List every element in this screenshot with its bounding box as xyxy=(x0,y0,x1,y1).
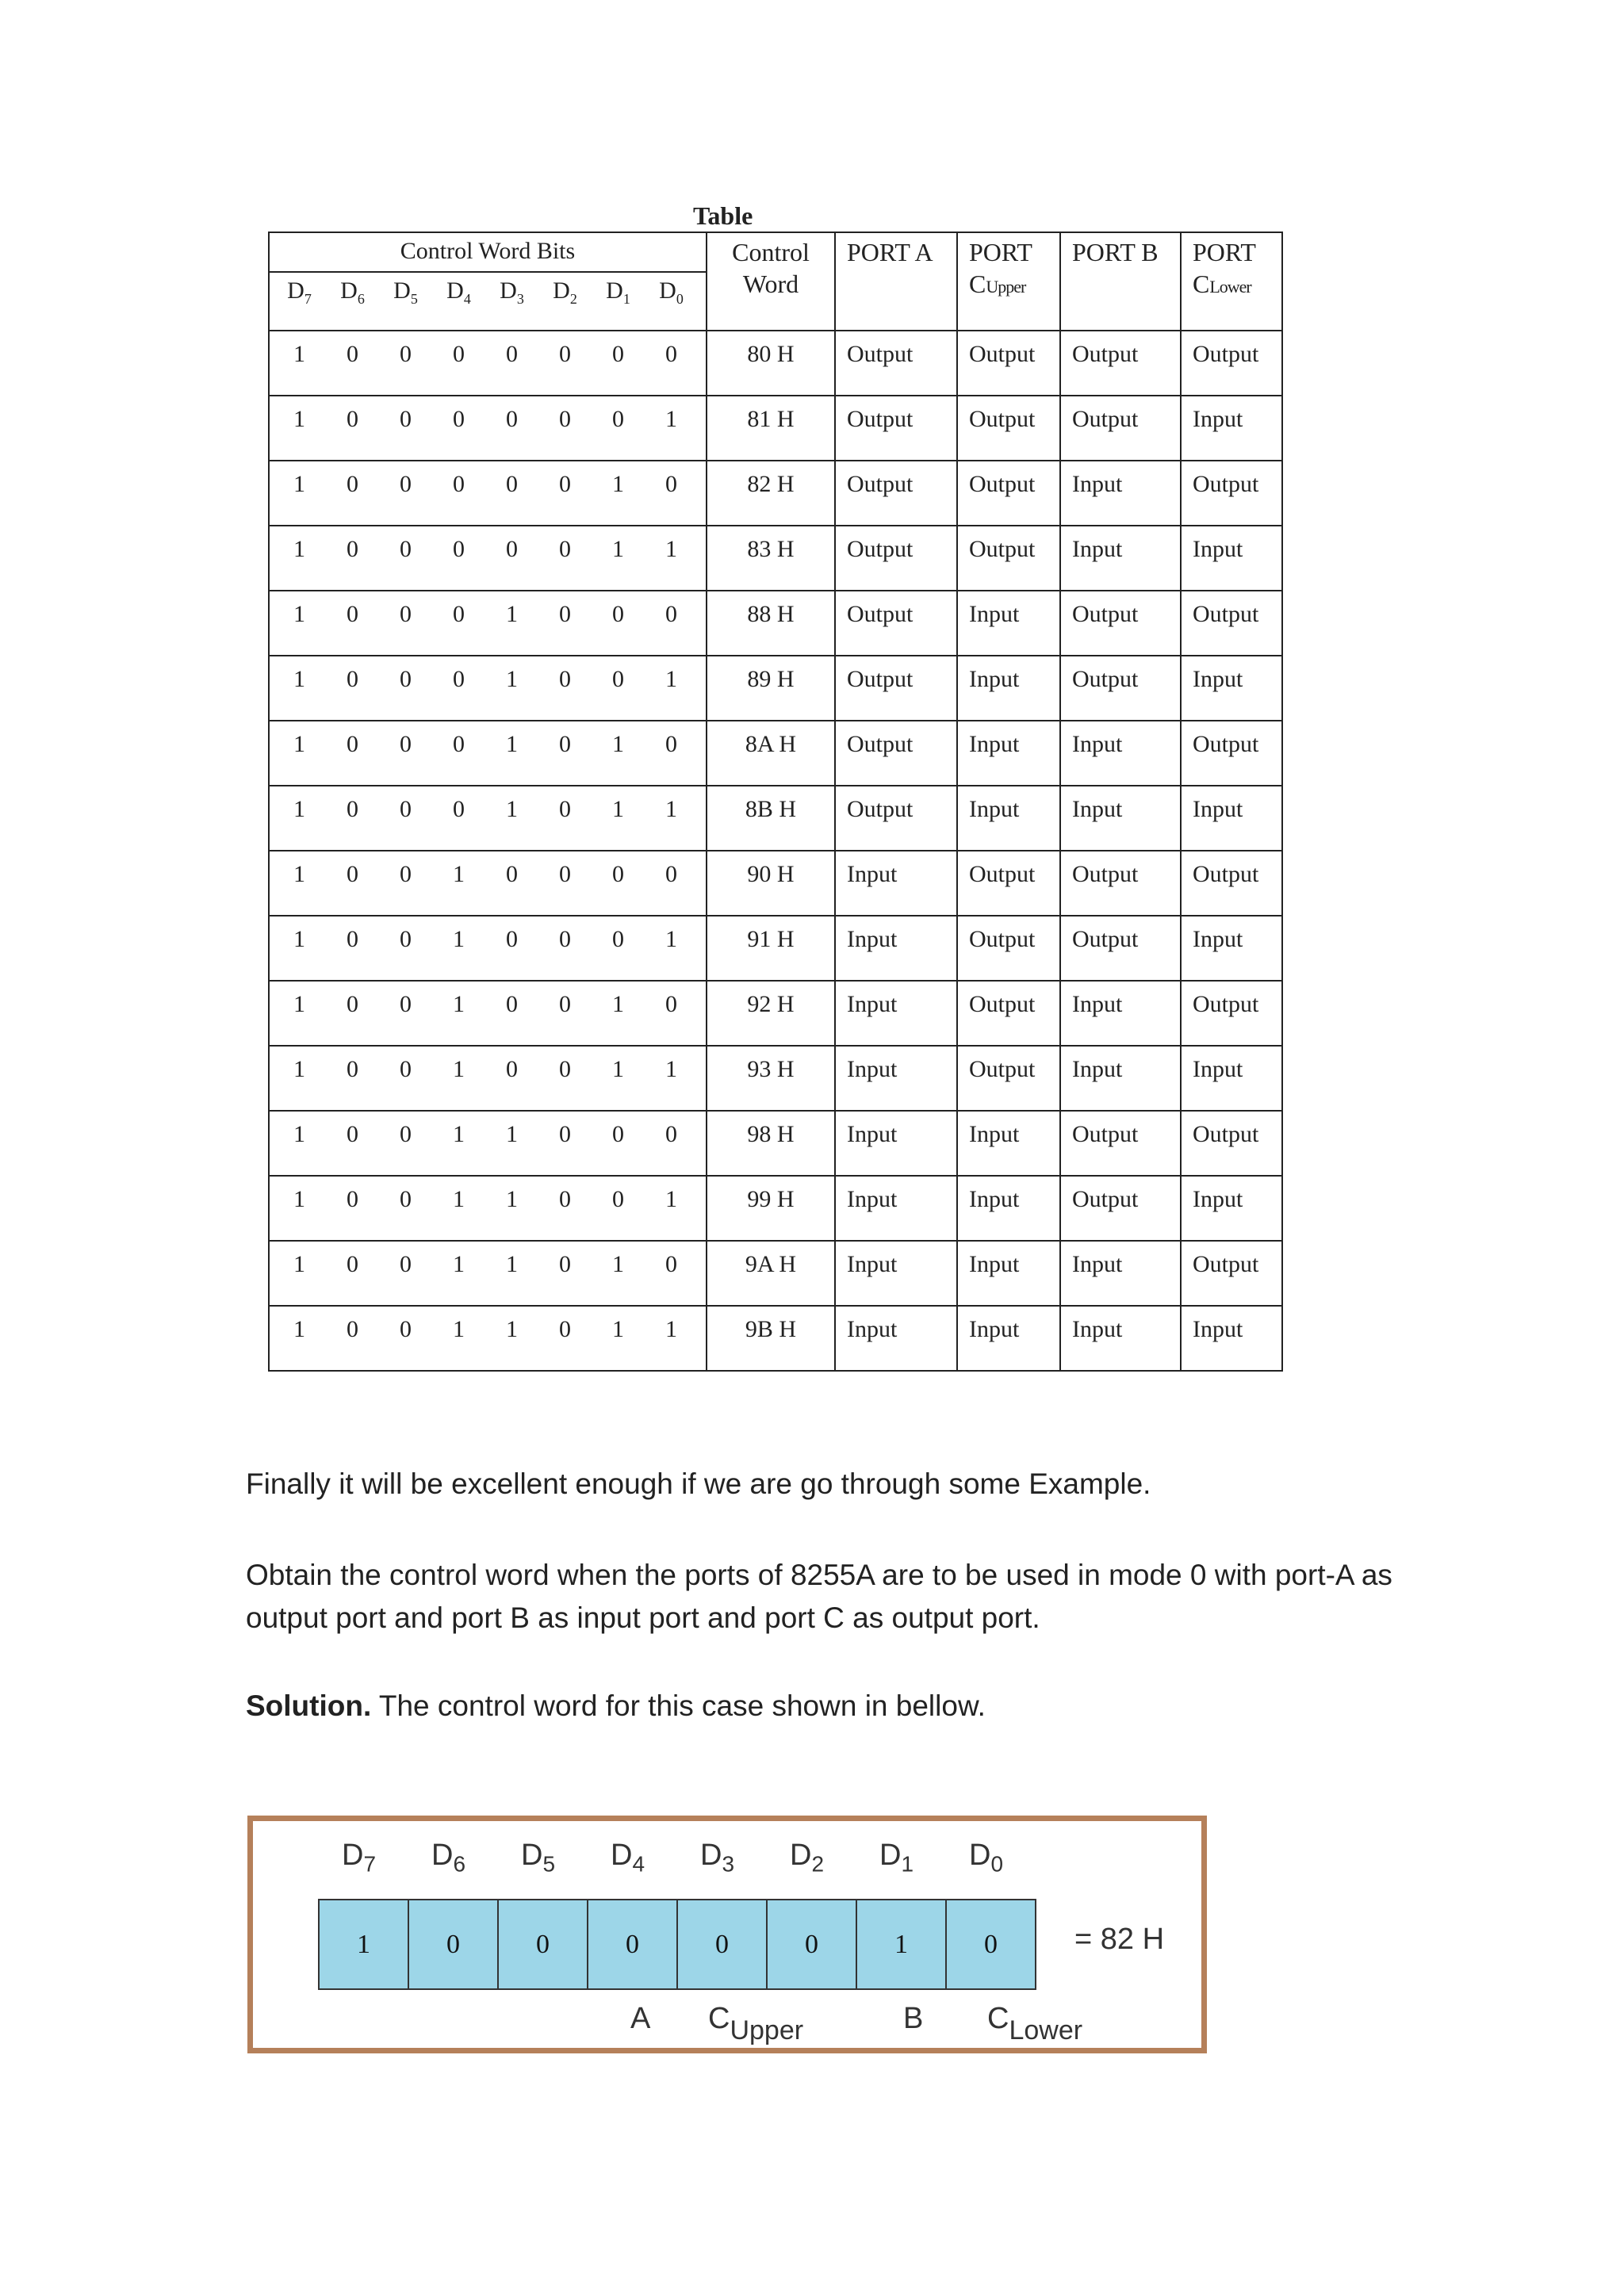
table-row xyxy=(269,331,1282,396)
bit-value: 1 xyxy=(293,406,305,432)
port-a-cell: Input xyxy=(835,981,957,1046)
table-row xyxy=(269,1176,1282,1241)
bit-value: 1 xyxy=(665,1186,677,1212)
bit-value: 0 xyxy=(453,471,465,497)
solution-label: Solution. xyxy=(246,1689,372,1722)
bit-value: 1 xyxy=(506,601,518,627)
bit-value: 1 xyxy=(506,731,518,757)
port-a-cell: Output xyxy=(835,656,957,721)
port-c-lower-label: CLower xyxy=(987,2002,1083,2045)
bit-name-d5: $D_5$ xyxy=(393,277,418,307)
table-row xyxy=(269,656,1282,721)
bit-value: 0 xyxy=(559,796,571,822)
bit-value: 1 xyxy=(453,926,465,952)
bit-value: 0 xyxy=(400,341,412,367)
bit-value: 0 xyxy=(400,1056,412,1082)
port-a-cell: Output xyxy=(835,331,957,396)
diagram-bit-box: 1 xyxy=(856,1899,947,1990)
bit-value: 1 xyxy=(612,731,624,757)
port-a-header: PORT A xyxy=(835,232,957,331)
port-c-lower-cell: Output xyxy=(1181,981,1282,1046)
port-c-lower-cell: Input xyxy=(1181,526,1282,591)
bit-value: 0 xyxy=(559,601,571,627)
port-a-cell: Output xyxy=(835,786,957,851)
diagram-bit-label: $D_5$ xyxy=(521,1839,556,1877)
port-b-cell: Input xyxy=(1060,1306,1181,1371)
control-word-cell: 88 H xyxy=(707,591,835,656)
bit-value: 1 xyxy=(293,1251,305,1277)
diagram-bit-label: $D_0$ xyxy=(969,1839,1004,1877)
bit-value: 0 xyxy=(400,1186,412,1212)
bit-value: 1 xyxy=(612,471,624,497)
bit-value: 0 xyxy=(559,1121,571,1147)
port-b-cell: Input xyxy=(1060,721,1181,786)
bit-value: 1 xyxy=(293,926,305,952)
port-c-upper-cell: Input xyxy=(957,786,1060,851)
table-row xyxy=(269,396,1282,461)
bits-cell xyxy=(269,851,707,916)
bits-cell xyxy=(269,656,707,721)
bit-value: 0 xyxy=(347,471,358,497)
bit-value: 0 xyxy=(347,341,358,367)
diagram-bit-label: $D_2$ xyxy=(790,1839,825,1877)
bit-value: 1 xyxy=(665,406,677,432)
bit-value: 1 xyxy=(293,796,305,822)
bit-value: 0 xyxy=(665,861,677,887)
bit-value: 0 xyxy=(400,926,412,952)
bit-value: 0 xyxy=(347,1056,358,1082)
bit-value: 1 xyxy=(293,861,305,887)
bit-value: 1 xyxy=(612,991,624,1017)
bit-value: 1 xyxy=(293,991,305,1017)
control-word-cell: 83 H xyxy=(707,526,835,591)
control-word-cell: 92 H xyxy=(707,981,835,1046)
bit-value: 0 xyxy=(665,991,677,1017)
control-word-header-line2: Word xyxy=(742,270,799,298)
bit-value: 0 xyxy=(347,731,358,757)
port-b-cell: Input xyxy=(1060,1241,1181,1306)
bit-value: 0 xyxy=(506,926,518,952)
diagram-bit-box: 0 xyxy=(408,1899,499,1990)
port-b-cell: Output xyxy=(1060,1176,1181,1241)
port-c-upper-cell: Output xyxy=(957,916,1060,981)
bit-value: 0 xyxy=(400,1316,412,1342)
diagram-bit-label: $D_7$ xyxy=(342,1839,377,1877)
port-c-lower-header xyxy=(1181,232,1282,331)
port-c-upper-cell: Output xyxy=(957,331,1060,396)
bits-cell xyxy=(269,331,707,396)
bit-value: 1 xyxy=(665,536,677,562)
diagram-bit-box: 0 xyxy=(497,1899,588,1990)
bit-value: 1 xyxy=(506,666,518,692)
control-word-cell: 8B H xyxy=(707,786,835,851)
port-b-cell: Input xyxy=(1060,981,1181,1046)
bit-names xyxy=(270,273,706,308)
control-word-cell: 8A H xyxy=(707,721,835,786)
port-c-upper-header xyxy=(957,232,1060,331)
bit-value: 0 xyxy=(559,731,571,757)
control-word-cell: 9A H xyxy=(707,1241,835,1306)
bit-value: 0 xyxy=(506,1056,518,1082)
bit-value: 0 xyxy=(506,536,518,562)
bits-cell xyxy=(269,1111,707,1176)
bit-value: 0 xyxy=(559,471,571,497)
equals-value: = 82 H xyxy=(1074,1923,1165,1956)
port-c-upper-cell: Output xyxy=(957,1046,1060,1111)
control-word-header-line1: Control xyxy=(732,238,810,266)
bits-cell xyxy=(269,916,707,981)
bit-value: 0 xyxy=(665,471,677,497)
port-b-cell: Input xyxy=(1060,786,1181,851)
port-c-lower-cell: Input xyxy=(1181,786,1282,851)
bit-value: 1 xyxy=(453,861,465,887)
bit-value: 0 xyxy=(400,406,412,432)
port-c-lower-cell: Input xyxy=(1181,396,1282,461)
bit-value: 0 xyxy=(400,861,412,887)
port-b-label: B xyxy=(903,2002,924,2035)
bit-value: 1 xyxy=(612,1251,624,1277)
bit-value: 1 xyxy=(293,666,305,692)
table-row xyxy=(269,916,1282,981)
bit-value: 1 xyxy=(665,796,677,822)
diagram-bit-label: $D_6$ xyxy=(431,1839,466,1877)
table-row xyxy=(269,1241,1282,1306)
port-c-upper-cell: Output xyxy=(957,526,1060,591)
bit-value: 1 xyxy=(506,1251,518,1277)
port-a-cell: Output xyxy=(835,396,957,461)
port-b-cell: Output xyxy=(1060,331,1181,396)
bit-value: 0 xyxy=(453,406,465,432)
bit-value: 0 xyxy=(347,601,358,627)
bit-value: 1 xyxy=(293,731,305,757)
table-row xyxy=(269,721,1282,786)
port-a-cell: Input xyxy=(835,1046,957,1111)
bit-value: 0 xyxy=(347,926,358,952)
bit-value: 0 xyxy=(347,1316,358,1342)
table-row xyxy=(269,591,1282,656)
bit-value: 1 xyxy=(506,1316,518,1342)
port-c-lower-cell: Input xyxy=(1181,656,1282,721)
bit-value: 0 xyxy=(559,1251,571,1277)
bit-value: 1 xyxy=(665,1316,677,1342)
bits-cell xyxy=(269,591,707,656)
diagram-bit-box: 0 xyxy=(587,1899,678,1990)
port-b-cell: Output xyxy=(1060,916,1181,981)
bits-cell xyxy=(269,721,707,786)
bit-value: 0 xyxy=(453,796,465,822)
bit-value: 0 xyxy=(559,536,571,562)
control-word-cell: 99 H xyxy=(707,1176,835,1241)
table-row xyxy=(269,851,1282,916)
port-c-lower-cell: Output xyxy=(1181,1111,1282,1176)
bit-value: 0 xyxy=(347,1251,358,1277)
port-c-upper-header-line2: CUpper xyxy=(969,270,1026,298)
port-c-upper-cell: Input xyxy=(957,1111,1060,1176)
bit-name-d6: $D_6$ xyxy=(340,277,365,307)
bit-value: 0 xyxy=(559,406,571,432)
bit-name-d4: $D_4$ xyxy=(446,277,471,307)
bit-value: 1 xyxy=(612,796,624,822)
bit-value: 1 xyxy=(293,1121,305,1147)
bit-name-d1: $D_1$ xyxy=(606,277,630,307)
table-row xyxy=(269,1306,1282,1371)
bit-value: 1 xyxy=(293,471,305,497)
bit-value: 0 xyxy=(347,861,358,887)
bit-value: 0 xyxy=(506,991,518,1017)
bit-name-d2: $D_2$ xyxy=(553,277,577,307)
diagram-bit-label: $D_4$ xyxy=(611,1839,645,1877)
port-c-lower-cell: Input xyxy=(1181,1046,1282,1111)
bit-value: 0 xyxy=(400,536,412,562)
bit-value: 1 xyxy=(665,1056,677,1082)
bit-value: 1 xyxy=(293,1186,305,1212)
port-c-lower-header-line2: CLower xyxy=(1193,270,1251,298)
bit-value: 0 xyxy=(506,471,518,497)
bit-value: 0 xyxy=(453,666,465,692)
bits-cell xyxy=(269,396,707,461)
table-row xyxy=(269,1046,1282,1111)
bit-value: 0 xyxy=(453,341,465,367)
table-row xyxy=(269,981,1282,1046)
port-c-upper-cell: Output xyxy=(957,851,1060,916)
bit-value: 0 xyxy=(612,341,624,367)
bit-value: 1 xyxy=(612,1316,624,1342)
diagram-bit-box: 0 xyxy=(676,1899,768,1990)
bit-value: 1 xyxy=(453,991,465,1017)
bits-header-label: Control Word Bits xyxy=(268,233,707,273)
bit-value: 0 xyxy=(400,1121,412,1147)
bit-value: 1 xyxy=(506,796,518,822)
port-a-cell: Input xyxy=(835,1241,957,1306)
bit-value: 0 xyxy=(559,341,571,367)
bit-value: 0 xyxy=(612,1186,624,1212)
bit-value: 0 xyxy=(400,731,412,757)
bit-value: 0 xyxy=(400,601,412,627)
bit-value: 0 xyxy=(665,731,677,757)
bits-cell xyxy=(269,981,707,1046)
bits-cell xyxy=(269,1306,707,1371)
diagram-bit-box: 1 xyxy=(318,1899,409,1990)
bits-cell xyxy=(269,461,707,526)
bit-value: 1 xyxy=(293,341,305,367)
diagram-bit-label: $D_1$ xyxy=(879,1839,914,1877)
port-c-lower-cell: Output xyxy=(1181,721,1282,786)
bit-value: 0 xyxy=(347,1121,358,1147)
port-c-upper-cell: Input xyxy=(957,591,1060,656)
bit-value: 1 xyxy=(665,926,677,952)
bit-value: 0 xyxy=(612,861,624,887)
bit-value: 0 xyxy=(559,1186,571,1212)
control-word-cell: 89 H xyxy=(707,656,835,721)
port-b-cell: Output xyxy=(1060,591,1181,656)
bits-cell xyxy=(269,526,707,591)
control-word-header xyxy=(707,232,835,331)
bit-value: 1 xyxy=(506,1121,518,1147)
bit-value: 0 xyxy=(347,991,358,1017)
bit-value: 0 xyxy=(612,926,624,952)
bit-boxes xyxy=(318,1899,1035,1990)
diagram-bit-box: 0 xyxy=(766,1899,857,1990)
bit-value: 0 xyxy=(506,341,518,367)
port-a-label: A xyxy=(630,2002,651,2035)
bit-value: 0 xyxy=(559,926,571,952)
port-b-cell: Output xyxy=(1060,396,1181,461)
port-c-upper-cell: Input xyxy=(957,1306,1060,1371)
control-word-cell: 98 H xyxy=(707,1111,835,1176)
port-a-cell: Input xyxy=(835,916,957,981)
control-word-cell: 93 H xyxy=(707,1046,835,1111)
control-word-cell: 80 H xyxy=(707,331,835,396)
control-word-cell: 91 H xyxy=(707,916,835,981)
table-row xyxy=(269,786,1282,851)
port-c-upper-cell: Output xyxy=(957,396,1060,461)
bit-value: 0 xyxy=(665,341,677,367)
bits-cell xyxy=(269,1241,707,1306)
bit-value: 0 xyxy=(347,666,358,692)
bit-value: 0 xyxy=(612,1121,624,1147)
table-row xyxy=(269,461,1282,526)
solution-text: The control word for this case shown in bellow. xyxy=(371,1689,986,1722)
bit-value: 0 xyxy=(400,991,412,1017)
bit-value: 1 xyxy=(293,601,305,627)
port-a-cell: Input xyxy=(835,851,957,916)
bit-value: 1 xyxy=(612,1056,624,1082)
port-b-cell: Output xyxy=(1060,1111,1181,1176)
port-c-lower-header-line1: PORT xyxy=(1193,238,1256,266)
port-b-header: PORT B xyxy=(1060,232,1181,331)
bits-cell xyxy=(269,1046,707,1111)
bit-value: 1 xyxy=(506,1186,518,1212)
port-a-cell: Output xyxy=(835,591,957,656)
diagram-bit-label: $D_3$ xyxy=(700,1839,735,1877)
bit-value: 1 xyxy=(665,666,677,692)
port-c-lower-cell: Output xyxy=(1181,851,1282,916)
port-c-upper-label: CUpper xyxy=(708,2002,804,2045)
diagram-bit-box: 0 xyxy=(945,1899,1036,1990)
bit-value: 1 xyxy=(293,1316,305,1342)
bit-value: 0 xyxy=(400,666,412,692)
port-a-cell: Output xyxy=(835,721,957,786)
paragraph-question: Obtain the control word when the ports of 8255A are to be used in mode 0 with port-A as output port and port B as input port and port C as output port. xyxy=(246,1559,1392,1634)
port-c-upper-cell: Input xyxy=(957,656,1060,721)
bit-value: 0 xyxy=(400,796,412,822)
port-c-lower-cell: Output xyxy=(1181,1241,1282,1306)
bit-value: 0 xyxy=(347,796,358,822)
bit-value: 0 xyxy=(347,536,358,562)
control-word-cell: 82 H xyxy=(707,461,835,526)
bit-value: 0 xyxy=(665,1121,677,1147)
bit-value: 0 xyxy=(400,471,412,497)
bit-value: 1 xyxy=(453,1186,465,1212)
bit-value: 0 xyxy=(559,1316,571,1342)
port-c-upper-cell: Output xyxy=(957,461,1060,526)
bit-value: 1 xyxy=(612,536,624,562)
bit-value: 0 xyxy=(612,601,624,627)
port-c-lower-cell: Output xyxy=(1181,331,1282,396)
port-c-upper-cell: Input xyxy=(957,721,1060,786)
bit-value: 0 xyxy=(347,406,358,432)
bit-value: 1 xyxy=(453,1056,465,1082)
bit-name-d7: $D_7$ xyxy=(287,277,312,307)
port-b-cell: Input xyxy=(1060,461,1181,526)
bit-name-d3: $D_3$ xyxy=(500,277,524,307)
bit-value: 0 xyxy=(665,601,677,627)
port-a-cell: Input xyxy=(835,1176,957,1241)
bit-value: 0 xyxy=(506,861,518,887)
port-c-upper-cell: Output xyxy=(957,981,1060,1046)
paragraph-solution xyxy=(246,1685,1396,1728)
port-c-upper-cell: Input xyxy=(957,1241,1060,1306)
table-row xyxy=(269,526,1282,591)
control-word-cell: 9B H xyxy=(707,1306,835,1371)
bit-value: 0 xyxy=(612,666,624,692)
port-c-lower-cell: Output xyxy=(1181,591,1282,656)
bit-value: 0 xyxy=(665,1251,677,1277)
bit-value: 1 xyxy=(293,536,305,562)
port-c-lower-cell: Input xyxy=(1181,1176,1282,1241)
bit-value: 0 xyxy=(559,991,571,1017)
control-word-diagram xyxy=(247,1816,1207,2053)
bit-value: 1 xyxy=(453,1316,465,1342)
control-word-cell: 81 H xyxy=(707,396,835,461)
bit-value: 1 xyxy=(453,1121,465,1147)
bit-value: 0 xyxy=(612,406,624,432)
port-a-cell: Input xyxy=(835,1306,957,1371)
bit-value: 1 xyxy=(293,1056,305,1082)
table-caption: Table xyxy=(693,201,753,230)
bits-cell xyxy=(269,1176,707,1241)
port-b-cell: Output xyxy=(1060,656,1181,721)
control-word-table xyxy=(268,232,1283,1372)
table-row xyxy=(269,1111,1282,1176)
paragraph-intro: Finally it will be excellent enough if we are go through some Example. xyxy=(246,1468,1151,1500)
bit-value: 0 xyxy=(559,1056,571,1082)
port-b-cell: Output xyxy=(1060,851,1181,916)
bit-value: 0 xyxy=(453,536,465,562)
bit-value: 0 xyxy=(347,1186,358,1212)
port-a-cell: Input xyxy=(835,1111,957,1176)
bits-header-cell xyxy=(269,232,707,331)
table-header-row xyxy=(269,232,1282,331)
port-b-cell: Input xyxy=(1060,526,1181,591)
bits-cell xyxy=(269,786,707,851)
port-b-cell: Input xyxy=(1060,1046,1181,1111)
port-c-upper-cell: Input xyxy=(957,1176,1060,1241)
bit-name-d0: $D_0$ xyxy=(659,277,684,307)
bit-value: 1 xyxy=(453,1251,465,1277)
bit-value: 0 xyxy=(559,666,571,692)
port-c-lower-cell: Input xyxy=(1181,916,1282,981)
bit-value: 0 xyxy=(453,731,465,757)
bit-value: 0 xyxy=(559,861,571,887)
port-c-upper-header-line1: PORT xyxy=(969,238,1032,266)
bit-value: 0 xyxy=(453,601,465,627)
control-word-cell: 90 H xyxy=(707,851,835,916)
port-a-cell: Output xyxy=(835,461,957,526)
bit-value: 0 xyxy=(400,1251,412,1277)
port-a-cell: Output xyxy=(835,526,957,591)
port-c-lower-cell: Output xyxy=(1181,461,1282,526)
port-c-lower-cell: Input xyxy=(1181,1306,1282,1371)
bit-value: 0 xyxy=(506,406,518,432)
